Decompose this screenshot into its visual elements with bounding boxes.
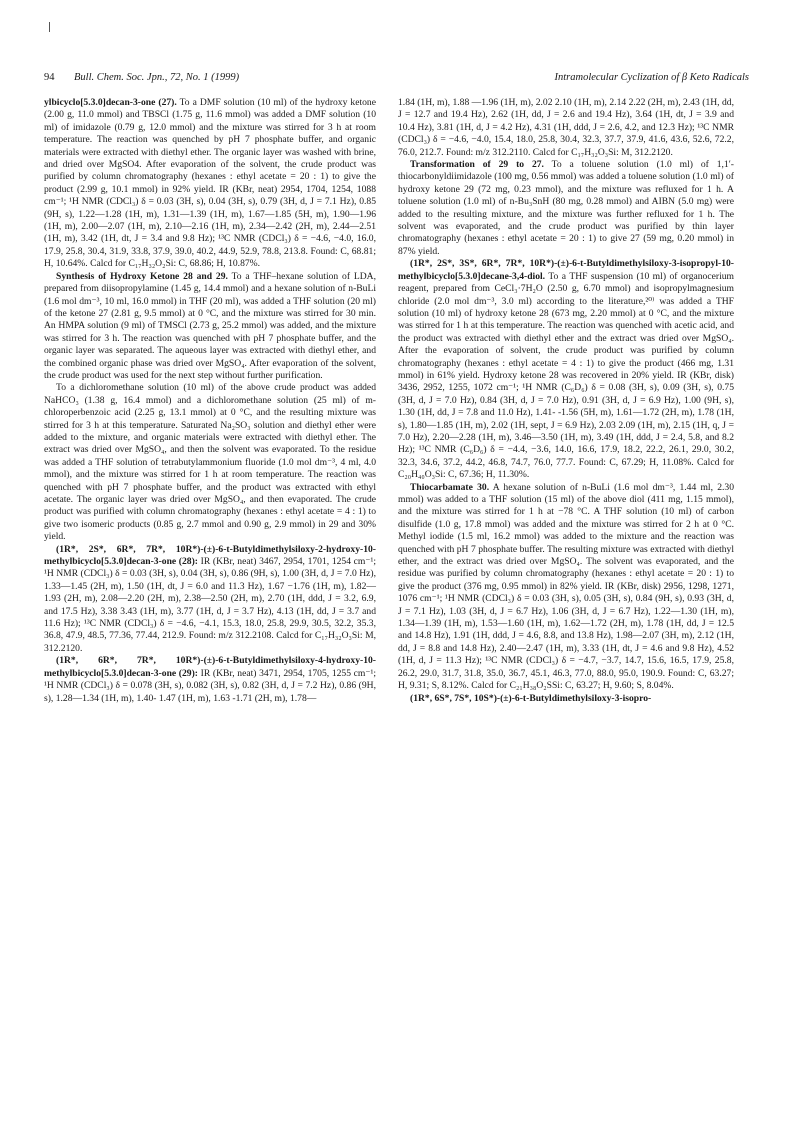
paragraph bbox=[398, 159, 734, 258]
paragraph-text: To a dichloromethane solution (10 ml) of the above crude product was added NaHCO₃ (1.38 g, 16.4 mmol) and a dichloromethane solution (25 ml) of m-chloroperbenzoic acid (2.25 g, 13.1 mmol) at 0 °C, and the resulting mixture was stirred for 3 h at this temperature. Saturated Na₂SO₃ solution and diethyl ether were added to the mixture, and organic materials were extracted with diethyl ether. The extract was dried over MgSO₄, and then the solvent was evaporated. To the residue was added a THF solution of tetrabutylammonium fluoride (1.0 mol dm⁻³, 4 ml, 4.0 mmol), and the mixture was stirred for 1 h at room temperature. The reaction was quenched with pH 7 phosphate buffer, and the product was extracted with ethyl acetate. The organic layer was dried over MgSO₄, and then evaporated. The crude product was purified with column chromatography (hexanes : ethyl acetate = 4 : 1) to give two isomeric products (0.85 g, 2.7 mmol and 0.90 g, 2.9 mmol) in 29 and 30% yield. bbox=[44, 382, 376, 543]
running-header bbox=[44, 72, 749, 90]
paragraph bbox=[398, 482, 734, 693]
right-column bbox=[398, 97, 734, 705]
journal-citation: Bull. Chem. Soc. Jpn., 72, No. 1 (1999) bbox=[74, 72, 240, 83]
paragraph bbox=[44, 655, 376, 705]
paragraph bbox=[44, 271, 376, 383]
paragraph-heading: (1R*, 6R*, 7R*, 10R*)-(±)-6-t-Butyldimethylsiloxy-4-hydroxy-10-methylbicyclo[5.3.0]decan-3-one (29): bbox=[44, 655, 376, 679]
paragraph bbox=[398, 258, 734, 481]
paragraph-heading: (1R*, 2S*, 6R*, 7R*, 10R*)-(±)-6-t-Butyldimethylsiloxy-2-hydroxy-10-methylbicyclo[5.3.0]decan-3-one (28): bbox=[44, 543, 376, 568]
paragraph-text: To a THF–hexane solution of LDA, prepared from diisopropylamine (1.45 g, 14.4 mmol) and a hexane solution of n-BuLi (1.6 mol dm⁻³, 10 ml, 16.0 mmol) in THF (20 ml), was added a THF solution (20 ml) of the ketone 27 (2.81 g, 9.5 mmol) at 0 °C, and the mixture was stirred for 30 min. An HMPA solution (9 ml) of TMSCl (2.73 g, 25.2 mmol) was added, and the mixture was stirred for 3 h. The reaction was quenched with pH 7 phosphate buffer, and the organic layer was separated. The aqueous layer was extracted with diethyl ether, and the combined organic phase was dried over MgSO₄. After evaporation of the solvent, the crude product was used for the next step without further purification. bbox=[44, 270, 377, 381]
paragraph bbox=[44, 544, 376, 656]
paragraph-text: To a THF suspension (10 ml) of organocerium reagent, prepared from CeCl₃·7H₂O (2.50 g, 6.70 mmol) and isopropylmagnesium chloride (2.0 mol dm⁻³, 3.0 ml) according to the literature,²⁰⁾ was added a THF solution (10 ml) of hydroxy ketone 28 (673 mg, 2.20 mmol) at 0 °C, and the mixture was stirred for 1 h at this temperature. The reaction was quenched with acetic acid, and the product was extracted with diethyl ether and the extract was dried over MgSO₄. After the evaporation of solvent, the crude product was purified by column chromatography (hexanes : ethyl acetate = 4 : 1) to give the product (466 mg, 1.31 mmol) in 61% yield. Hydroxy ketone 28 was recovered in 20% yield. IR (KBr, disk) 3436, 2952, 1255, 1072 cm⁻¹; ¹H NMR (C₆D₆) δ = 0.08 (3H, s), 0.09 (3H, s), 0.75 (3H, d, J = 7.0 Hz), 0.84 (3H, d, J = 7.0 Hz), 0.91 (3H, d, J = 6.9 Hz), 1.00 (9H, s), 1.30 (1H, dd, J = 7.8 and 11.0 Hz), 1.41- -1.56 (5H, m), 1.61—1.72 (2H, m), 1.78 (1H, s), 1.80—1.85 (1H, m), 2.02 (1H, sept, J = 6.9 Hz), 2.03 2.09 (1H, m), 2.15 (1H, q, J = 7.0 Hz), 2.20—2.28 (1H, m), 3.46—3.50 (1H, m), 3.49 (1H, ddd, J = 2.4, 5.8, and 8.2 Hz); ¹³C NMR (C₆D₆) δ = −4.4, −3.6, 14.0, 16.6, 17.9, 18.2, 22.2, 26.1, 29.0, 30.2, 32.3, 34.6, 37.2, 44.2, 46.8, 74.7, 76.0, 77.7. Found: C, 67.29; H, 11.08%. Calcd for C₂₀H₄₀O₃Si: C, 67.36; H, 11.30%. bbox=[398, 270, 734, 481]
paragraph bbox=[398, 693, 734, 705]
paragraph-text: A hexane solution of n-BuLi (1.6 mol dm⁻³, 1.44 ml, 2.30 mmol) was added to a THF solution (15 ml) of the above diol (411 mg, 1.15 mmol), and the mixture was stirred for 1 h at −78 °C. A THF solution (10 ml) of carbon disulfide (1.0 g, 17.8 mmol) was added and the mixture was stirred for 2 h at 0 °C. Methyl iodide (1.5 ml, 16.2 mmol) was added to the mixture and the reaction was quenched with pH 7 phosphate buffer. The resulting mixture was extracted with diethyl ether, and the extract was dried over MgSO₄. The solvent was evaporated, and the residue was purified by column chromatography (hexanes : ethyl acetate = 20 : 1) to give the product (376 mg, 0.95 mmol) in 82% yield. IR (KBr, disk) 2956, 1298, 1271, 1076 cm⁻¹; ¹H NMR (CDCl₃) δ = 0.03 (3H, s), 0.05 (3H, s), 0.84 (9H, s), 0.93 (3H, d, J = 7.1 Hz), 1.03 (3H, d, J = 6.7 Hz), 1.06 (3H, d, J = 6.7 Hz), 1.22—1.30 (1H, m), 1.34—1.39 (1H, m), 1.53—1.60 (1H, m), 1.62—1.72 (2H, m), 1.78 (1H, dd, J = 12.5 and 14.8 Hz), 1.91 (1H, ddd, J = 4.6, 8.8, and 13.8 Hz), 1.98—2.07 (3H, m), 2.12 (1H, dd, J = 8.8 and 14.8 Hz), 2.40—2.47 (1H, m), 3.33 (1H, dt, J = 4.6 and 9.8 Hz), 4.52 (1H, d, J = 11.3 Hz); ¹³C NMR (CDCl₃) δ = −4.7, −3.7, 14.7, 15.6, 16.5, 17.9, 25.8, 26.2, 29.0, 31.7, 31.8, 35.0, 36.7, 45.1, 46.3, 77.0, 88.0, 95.0, 190.9. Found: C, 63.27; H, 9.31; S, 8.12%. Calcd for C₂₁H₃₈O₂SSi: C, 63.27; H, 9.60; S, 8.04%. bbox=[398, 481, 734, 692]
paragraph-heading: ylbicyclo[5.3.0]decan-3-one (27). bbox=[44, 97, 177, 108]
page-number: 94 bbox=[44, 72, 55, 83]
scan-mark bbox=[49, 22, 50, 32]
paragraph-heading: Thiocarbamate 30. bbox=[410, 481, 490, 493]
paragraph-text: 1.84 (1H, m), 1.88 —1.96 (1H, m), 2.02 2.10 (1H, m), 2.14 2.22 (2H, m), 2.43 (1H, dd, J = 12.7 and 19.4 Hz), 2.62 (1H, dd, J = 2.6 and 19.4 Hz), 3.64 (1H, dt, J = 3.9 and 10.4 Hz), 3.81 (1H, d, J = 4.2 Hz), 4.31 (1H, ddd, J = 2.6, 4.2, and 12.3 Hz); ¹³C NMR (CDCl₃) δ = −4.6, −4.0, 15.4, 18.0, 25.8, 30.4, 32.3, 37.7, 37.9, 41.6, 43.6, 52.6, 72.2, 76.0, 212.7. Found: m/z 312.2110. Calcd for C₁₇H₃₂O₃Si: M, 312.2120. bbox=[398, 97, 734, 158]
paragraph-heading: Transformation of 29 to 27. bbox=[410, 159, 544, 171]
paragraph-text: IR (KBr, neat) 3467, 2954, 1701, 1254 cm⁻¹; ¹H NMR (CDCl₃) δ = 0.03 (3H, s), 0.04 (3H, s), 0.86 (9H, s), 1.00 (3H, d, J = 7.0 Hz), 1.33—1.45 (2H, m), 1.50 (1H, dt, J = 6.0 and 11.3 Hz), 1.67 −1.76 (1H, m), 1.82—1.93 (2H, m), 2.08—2.20 (2H, m), 2.38—2.50 (2H, m), 2.70 (1H, ddd, J = 3.2, 6.9, and 17.5 Hz), 3.38 3.43 (1H, m), 3.77 (1H, d, J = 3.7 Hz), 4.13 (1H, dd, J = 3.7 and 11.6 Hz); ¹³C NMR (CDCl₃) δ = −4.6, −4.1, 15.3, 18.0, 25.8, 29.9, 30.5, 32.2, 35.3, 36.8, 47.9, 48.5, 77.36, 77.44, 212.9. Found: m/z 312.2108. Calcd for C₁₇H₃₂O₃Si: M, 312.2120. bbox=[44, 556, 376, 654]
paragraph-heading: (1R*, 2S*, 3S*, 6R*, 7R*, 10R*)-(±)-6-t-Butyldimethylsiloxy-3-isopropyl-10-methylbicyclo[5.3.0]decane-3,4-diol. bbox=[398, 258, 734, 282]
paragraph-text: IR (KBr, neat) 3471, 2954, 1705, 1255 cm⁻¹; ¹H NMR (CDCl₃) δ = 0.078 (3H, s), 0.082 (3H, s), 0.82 (3H, d, J = 7.2 Hz), 0.86 (9H, s), 1.28—1.34 (1H, m), 1.40- 1.47 (1H, m), 1.63 -1.71 (2H, m), 1.78— bbox=[44, 667, 376, 704]
paragraph bbox=[398, 97, 734, 159]
paragraph bbox=[44, 97, 376, 271]
left-column bbox=[44, 97, 376, 705]
paragraph bbox=[44, 382, 376, 543]
paragraph-text: To a DMF solution (10 ml) of the hydroxy ketone (2.00 g, 11.0 mmol) and TBSCl (1.75 g, 11.6 mmol) was added a DMF solution (10 ml) of imidazole (0.79 g, 12.0 mmol) and the mixture was stirred for 3 h at room temperature. The reaction was quenched by pH 7 phosphate buffer, and organic materials were extracted with diethyl ether. The organic layer was washed with brine, and dried over MgSO4. After evaporation of the solvent, the crude product was purified by column chromatography (hexanes : ethyl acetate = 20 : 1) to give the product (2.99 g, 10.1 mmol) in 92% yield. IR (KBr, neat) 2954, 1704, 1254, 1088 cm⁻¹; ¹H NMR (CDCl₃) δ = 0.03 (3H, s), 0.04 (3H, s), 0.79 (3H, d, J = 7.1 Hz), 0.85 (9H, s), 1.22—1.28 (1H, m), 1.31—1.39 (1H, m), 1.67—1.85 (5H, m), 1.90—1.96 (1H, m), 2.00—2.07 (1H, m), 2.10—2.16 (1H, m), 2.34—2.42 (2H, m), 2.44—2.51 (1H, m), 3.42 (1H, dt, J = 3.4 and 9.8 Hz); ¹³C NMR (CDCl₃) δ = −4.6, −4.0, 16.0, 17.9, 25.8, 30.4, 31.9, 33.8, 37.9, 39.0, 40.2, 44.9, 52.9, 78.8, 213.8. Found: C, 68.81; H, 10.64%. Calcd for C₁₇H₃₂O₂Si: C, 68.86; H, 10.87%. bbox=[44, 97, 376, 270]
paragraph-heading: (1R*, 6S*, 7S*, 10S*)-(±)-6-t-Butyldimethylsiloxy-3-isopro- bbox=[410, 692, 652, 704]
paragraph-text: To a toluene solution (1.0 ml) of 1,1′-thiocarbonyldiimidazole (100 mg, 0.56 mmol) was added a toluene solution (1.0 ml) of hydroxy ketone 29 (72 mg, 0.23 mmol), and the mixture was refluxed for 1 h. A toluene solution (1.0 ml) of n-Bu₃SnH (80 mg, 0.28 mmol) and AIBN (5.0 mg) were added to the resulting mixture, and the mixture was further refluxed for 1 h. The solvent was evaporated, and the crude product was purified by thin layer chromatography (hexanes : ethyl acetate = 20 : 1) to give 27 (59 mg, 0.20 mmol) in 87% yield. bbox=[398, 159, 734, 257]
running-title: Intramolecular Cyclization of β Keto Radicals bbox=[554, 72, 749, 83]
paragraph-heading: Synthesis of Hydroxy Ketone 28 and 29. bbox=[56, 270, 228, 282]
